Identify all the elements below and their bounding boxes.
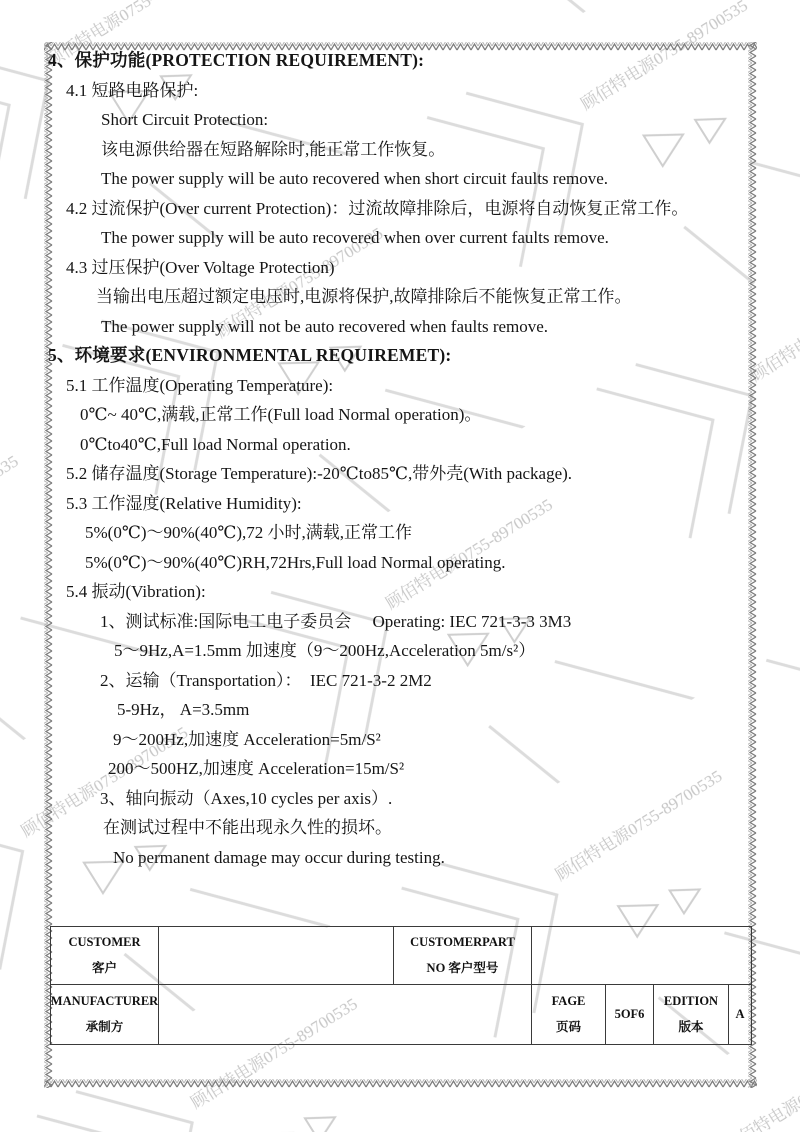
page-label-en: FAGE xyxy=(551,993,586,1008)
footer-table-row-2 xyxy=(51,985,751,1044)
customer-label-en: CUSTOMER xyxy=(68,935,141,949)
text-line: 当输出电压超过额定电压时,电源将保护,故障排除后不能恢复正常工作。 xyxy=(96,287,632,306)
customer-part-label-zh: NO 客户型号 xyxy=(426,961,499,975)
page-label-cell xyxy=(532,985,606,1044)
text-line: 9～200Hz,加速度 Acceleration=5m/S² xyxy=(113,729,381,749)
edition-label-zh: 版本 xyxy=(678,1020,704,1035)
text-line: 5～9Hz,A=1.5mm 加速度（9～200Hz,Acceleration 5m/s²） xyxy=(114,641,536,660)
text-line: Short Circuit Protection: xyxy=(101,110,269,129)
text-line: 4、保护功能(PROTECTION REQUIREMENT): xyxy=(48,50,425,70)
customer-part-value-cell xyxy=(532,927,751,984)
footer-table-row-1 xyxy=(51,927,751,985)
text-line: 5%(0℃)～90%(40℃),72 小时,满载,正常工作 xyxy=(85,523,413,542)
customer-label-zh: 客户 xyxy=(91,961,117,975)
text-line: 4.2 过流保护(Over current Protection)：过流故障排除后，电源将自动恢复正常工作。 xyxy=(66,198,689,218)
text-line: 0℃to40℃,Full load Normal operation. xyxy=(80,434,351,454)
edition-label-en: EDITION xyxy=(663,993,719,1008)
text-line: The power supply will be auto recovered when over current faults remove. xyxy=(101,228,609,247)
text-line: 5、环境要求(ENVIRONMENTAL REQUIREMET): xyxy=(48,345,452,365)
page-number-cell xyxy=(606,985,654,1044)
text-line: 2、运输（Transportation）： IEC 721-3-2 2M2 xyxy=(100,670,432,690)
text-line: 该电源供给器在短路解除时,能正常工作恢复。 xyxy=(101,139,446,159)
text-line: The power supply will be auto recovered when short circuit faults remove. xyxy=(101,169,609,188)
text-line: The power supply will not be auto recovered when faults remove. xyxy=(101,316,549,336)
page-number-value: 5OF6 xyxy=(614,1007,645,1021)
edition-value: A xyxy=(735,1007,745,1021)
text-line: 5.2 储存温度(Storage Temperature):-20℃to85℃,带外壳(With package). xyxy=(66,464,573,483)
page-label-zh: 页码 xyxy=(555,1020,581,1035)
text-line: 在测试过程中不能出现永久性的损坏。 xyxy=(103,818,392,837)
customer-part-label-en: CUSTOMERPART xyxy=(410,935,515,949)
text-line: 5.4 振动(Vibration): xyxy=(66,582,206,601)
text-line: 4.1 短路电路保护: xyxy=(66,80,199,100)
page-border-bottom xyxy=(44,1079,757,1088)
edition-label-cell xyxy=(654,985,729,1044)
text-line: 5-9Hz， A=3.5mm xyxy=(117,700,250,719)
text-line: 5.3 工作湿度(Relative Humidity): xyxy=(66,493,302,513)
text-line: 1、测试标准:国际电工电子委员会 Operating: IEC 721-3-3 3M3 xyxy=(100,611,572,631)
text-line: No permanent damage may occur during testing. xyxy=(113,847,445,867)
text-line: 3、轴向振动（Axes,10 cycles per axis）. xyxy=(100,788,393,808)
customer-part-label-cell xyxy=(394,927,532,984)
manufacturer-label-zh: 承制方 xyxy=(85,1020,124,1035)
manufacturer-label-cell xyxy=(51,985,159,1044)
text-line: 5.1 工作温度(Operating Temperature): xyxy=(66,375,334,395)
customer-value-cell xyxy=(159,927,394,984)
text-line: 4.3 过压保护(Over Voltage Protection) xyxy=(66,257,335,277)
document-body xyxy=(0,46,800,872)
customer-label-cell xyxy=(51,927,159,984)
edition-value-cell xyxy=(729,985,751,1044)
manufacturer-value-cell xyxy=(159,985,532,1044)
manufacturer-label-en: MANUFACTURER xyxy=(50,993,159,1008)
text-line: 0℃~ 40℃,满载,正常工作(Full load Normal operation)。 xyxy=(80,405,482,424)
footer-table xyxy=(50,926,752,1045)
text-line: 200～500HZ,加速度 Acceleration=15m/S² xyxy=(108,759,405,778)
text-line: 5%(0℃)～90%(40℃)RH,72Hrs,Full load Normal operating. xyxy=(85,552,506,572)
